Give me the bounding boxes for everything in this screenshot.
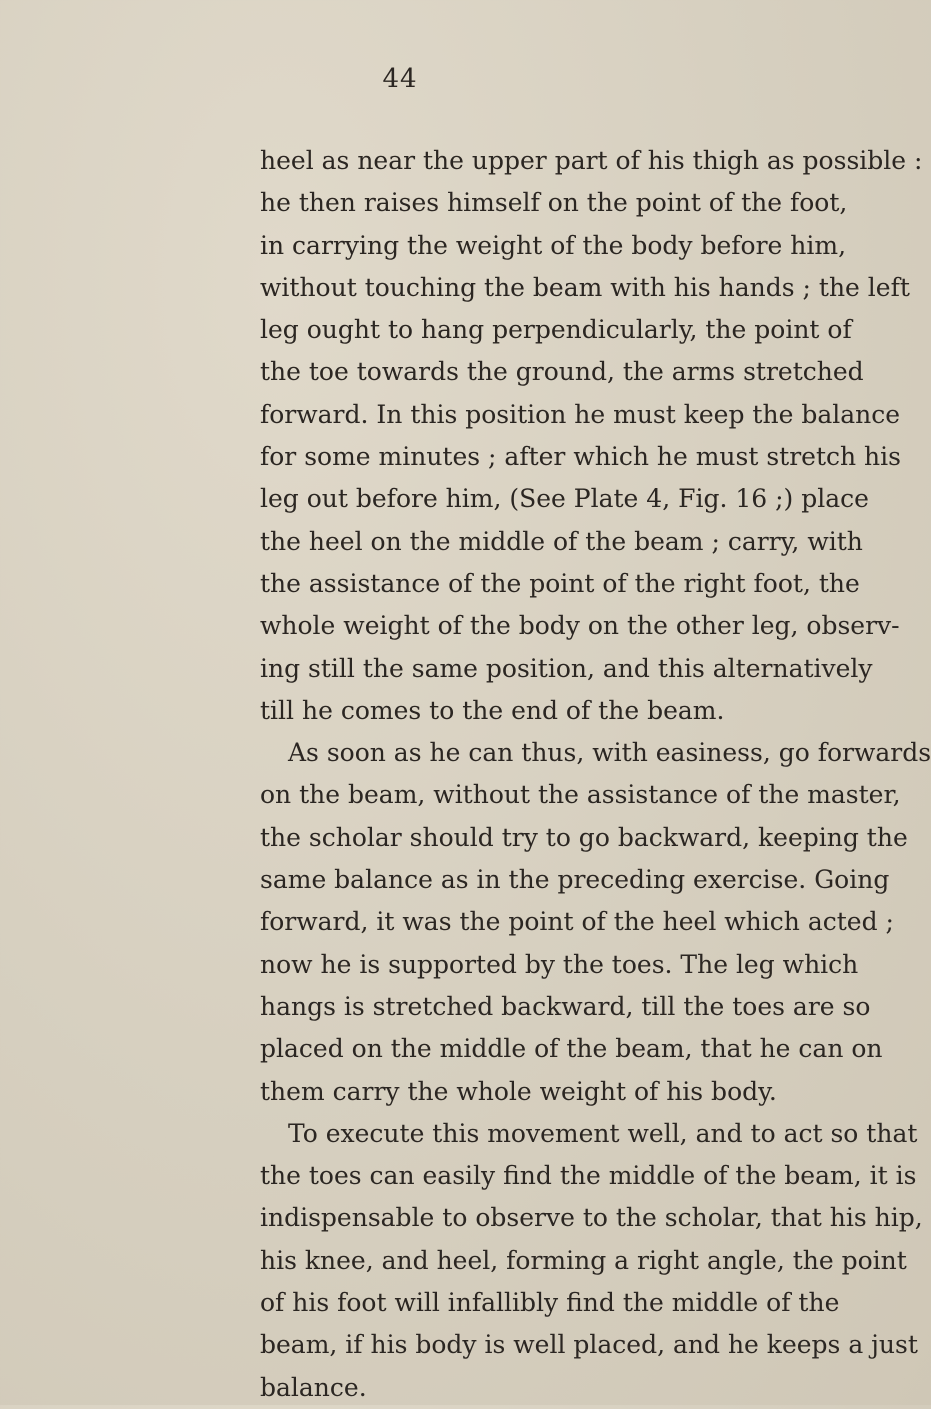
text-line: heel as near the upper part of his thigh as possible :: [260, 146, 923, 175]
text-line: hangs is stretched backward, till the toes are so: [260, 991, 871, 1021]
text-line: balance.: [260, 1372, 367, 1402]
text-line: indispensable to observe to the scholar, that his hip,: [260, 1203, 923, 1233]
text-line: them carry the whole weight of his body.: [260, 1076, 777, 1106]
text-line: leg ought to hang perpendicularly, the point of: [260, 315, 852, 345]
text-line: in carrying the weight of the body before him,: [260, 230, 847, 260]
text-line: whole weight of the body on the other leg, observ-: [260, 611, 900, 641]
text-line: placed on the middle of the beam, that he can on: [260, 1034, 883, 1064]
page-number: 44: [382, 64, 418, 94]
text-line: on the beam, without the assistance of the master,: [260, 780, 901, 810]
text-line: of his foot will infallibly find the middle of the: [260, 1288, 840, 1318]
text-line: he then raises himself on the point of the foot,: [260, 188, 848, 218]
text-line: To execute this movement well, and to act so that: [288, 1118, 918, 1148]
text-line: forward. In this position he must keep the balance: [260, 399, 901, 429]
text-line: the scholar should try to go backward, keeping the: [260, 822, 908, 852]
text-line: the toes can easily find the middle of the beam, it is: [260, 1161, 917, 1191]
text-line: without touching the beam with his hands ; the left: [260, 272, 910, 302]
text-line: the toe towards the ground, the arms stretched: [260, 357, 864, 387]
text-line: now he is supported by the toes. The leg which: [260, 949, 859, 979]
text-line: till he comes to the end of the beam.: [260, 695, 725, 725]
body-text: [260, 140, 931, 1409]
text-line: the heel on the middle of the beam ; carry, with: [260, 526, 863, 556]
text-line: ing still the same position, and this alternatively: [260, 653, 873, 683]
text-line: leg out before him, (See Plate 4, Fig. 16 ;) place: [260, 484, 869, 514]
text-line: the assistance of the point of the right foot, the: [260, 568, 860, 598]
text-line: beam, if his body is well placed, and he keeps a just: [260, 1330, 918, 1360]
text-line: his knee, and heel, forming a right angle, the point: [260, 1245, 907, 1275]
text-line: for some minutes ; after which he must stretch his: [260, 442, 901, 472]
text-line: forward, it was the point of the heel which acted ;: [260, 907, 894, 937]
text-line: As soon as he can thus, with easiness, go forwards: [288, 738, 931, 768]
text-line: same balance as in the preceding exercise. Going: [260, 865, 890, 895]
